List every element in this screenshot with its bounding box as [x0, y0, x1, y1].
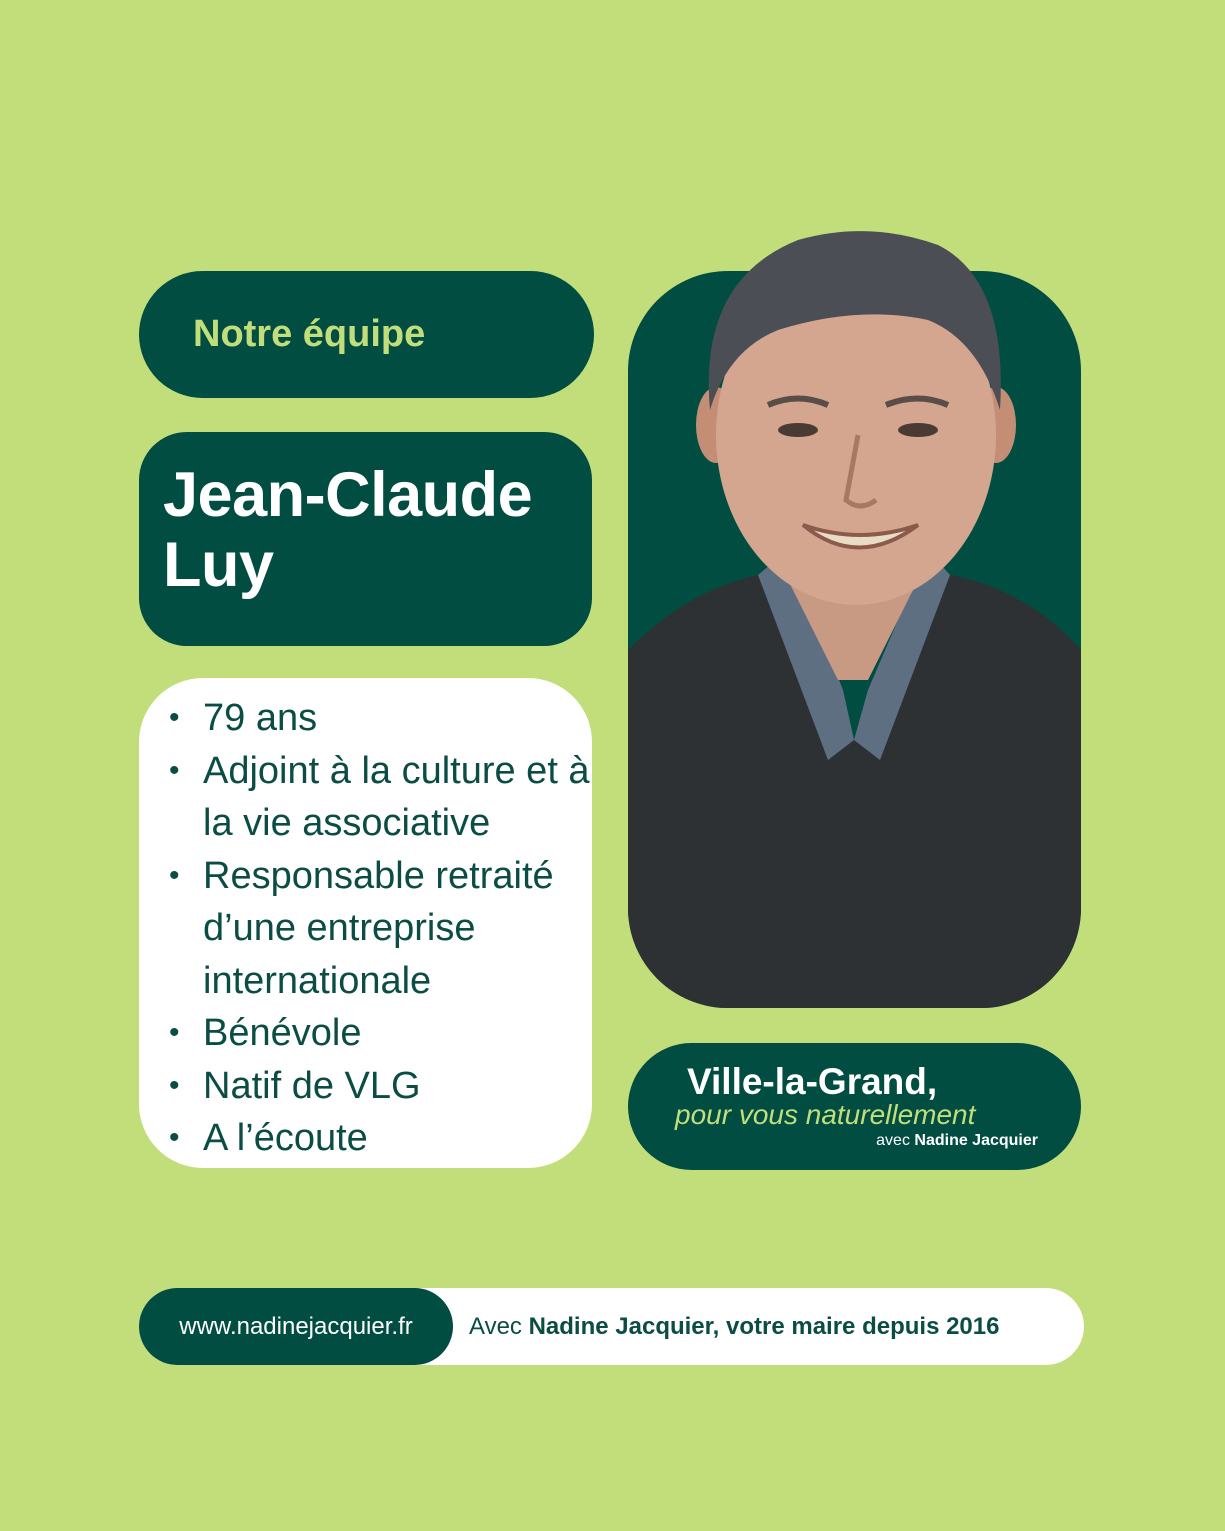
details-box — [139, 678, 592, 1168]
slogan-with-prefix: avec — [876, 1132, 910, 1149]
slogan-signature — [876, 1132, 1038, 1150]
detail-item: • Responsable retraité d’une entreprise internationale — [169, 850, 592, 1008]
section-title: Notre équipe — [193, 313, 426, 355]
details-list — [169, 692, 592, 1165]
footer-tagline — [469, 1313, 999, 1341]
slogan-badge — [628, 1043, 1081, 1170]
portrait-illustration — [628, 220, 1081, 1008]
slogan-subtitle: pour vous naturellement — [675, 1099, 976, 1130]
detail-item: • Natif de VLG — [169, 1060, 592, 1113]
portrait-photo — [628, 220, 1081, 1008]
person-first-name: Jean-Claude — [163, 460, 533, 530]
footer-bar — [139, 1288, 1084, 1365]
detail-item: • 79 ans — [169, 692, 592, 745]
section-title-pill — [139, 271, 594, 398]
website-link[interactable]: www.nadinejacquier.fr — [139, 1288, 453, 1365]
eye-left — [778, 423, 818, 437]
detail-item: • Adjoint à la culture et à la vie associative — [169, 745, 592, 850]
person-name-box — [139, 432, 592, 646]
footer-tag-bold: Nadine Jacquier, votre maire depuis 2016 — [528, 1313, 1000, 1340]
eye-right — [898, 423, 938, 437]
slogan-with-name: Nadine Jacquier — [914, 1132, 1038, 1149]
slogan-title: Ville-la-Grand, — [687, 1061, 938, 1102]
person-last-name: Luy — [163, 530, 274, 600]
detail-item: • Bénévole — [169, 1007, 592, 1060]
detail-item: • A l’écoute — [169, 1112, 592, 1165]
footer-tag-prefix: Avec — [469, 1313, 522, 1340]
